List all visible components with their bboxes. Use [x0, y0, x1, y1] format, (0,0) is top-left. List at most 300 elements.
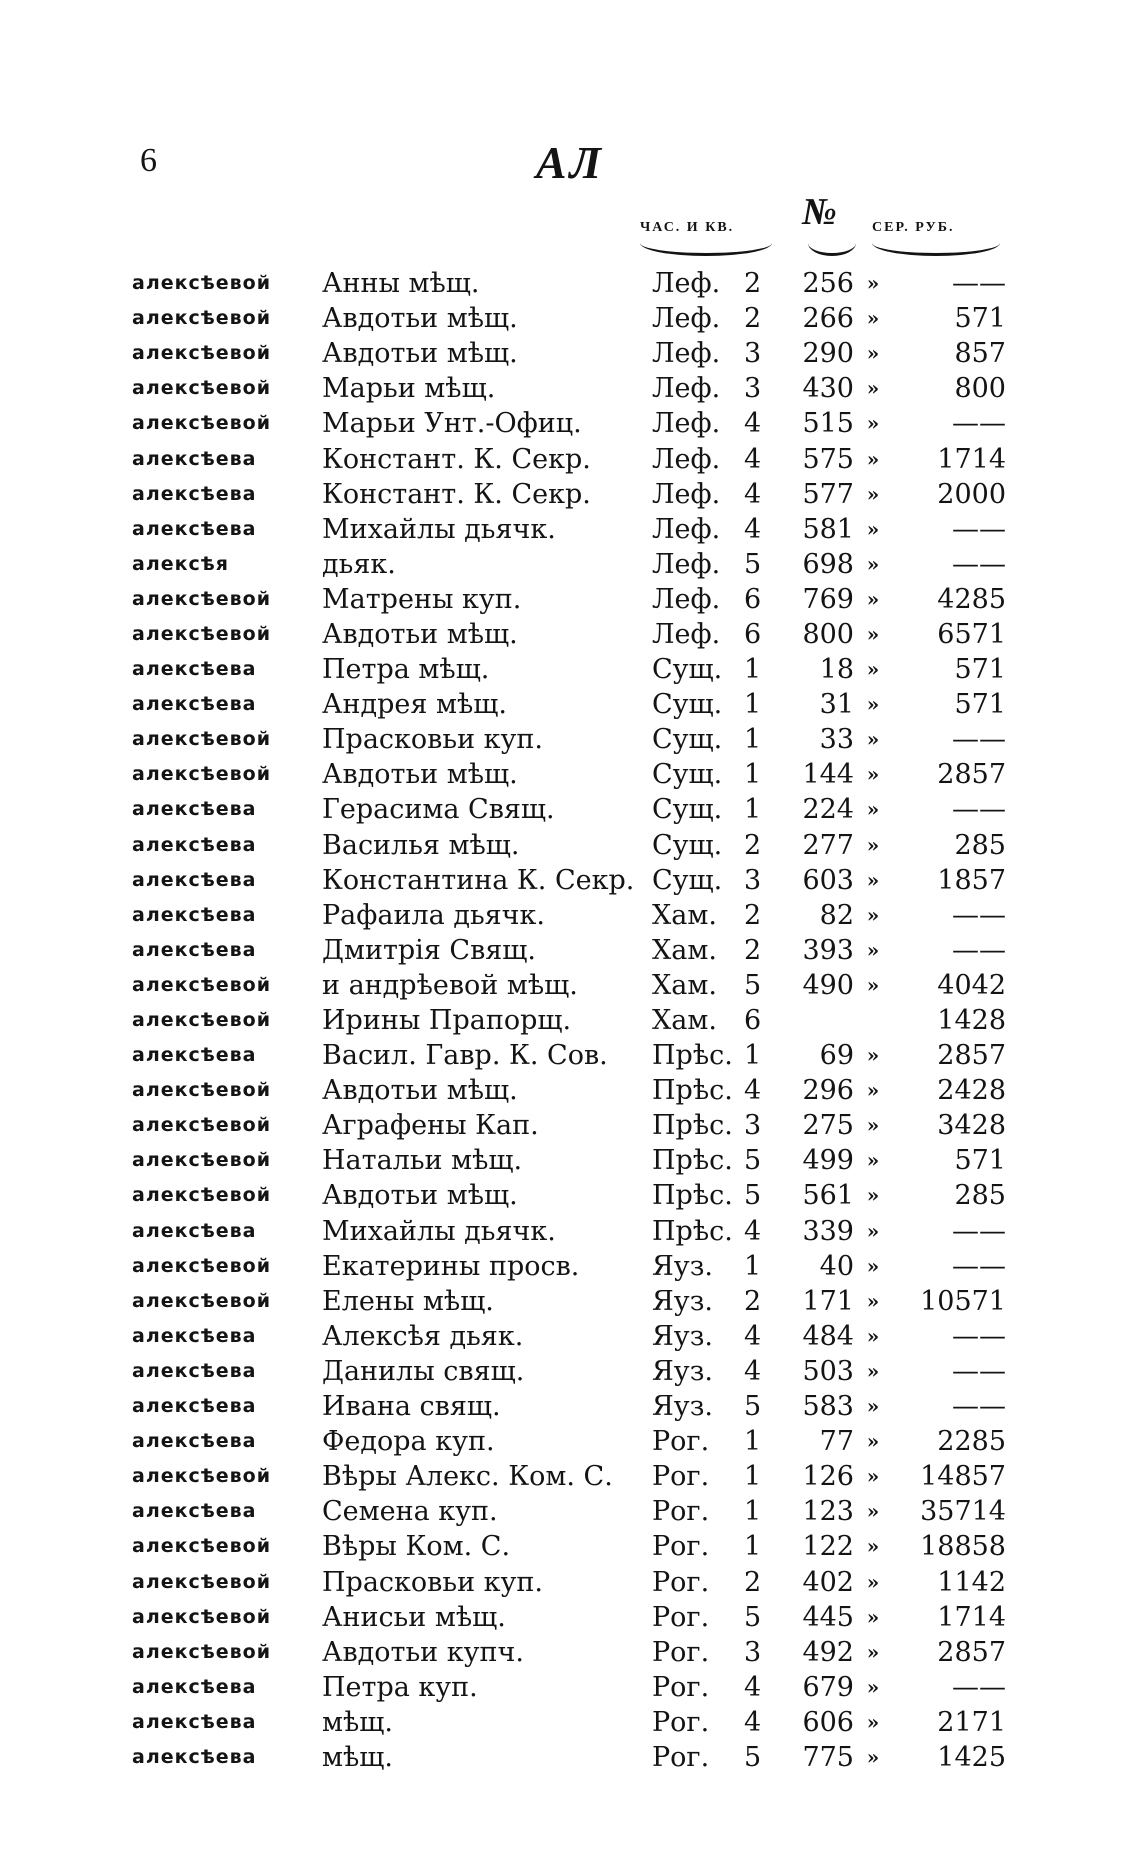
- entry-price: 6571: [937, 618, 1006, 650]
- table-row: [132, 1003, 1018, 1038]
- entry-surname: алексѣевой: [132, 1254, 272, 1277]
- entry-price: 1425: [937, 1741, 1006, 1773]
- entry-price: 285: [954, 1180, 1006, 1212]
- entry-ditto-mark: »: [866, 657, 880, 682]
- entry-name: Семена куп.: [322, 1496, 498, 1528]
- entry-district: Сущ.: [652, 654, 723, 686]
- entry-surname: алексѣевой: [132, 1184, 272, 1207]
- entry-district: Яуз.: [652, 1320, 714, 1352]
- ledger-table: [132, 266, 1018, 1775]
- entry-district: Сущ.: [652, 794, 723, 826]
- table-row: [132, 1038, 1018, 1073]
- entry-quarter: 4: [744, 1215, 762, 1247]
- entry-quarter: 4: [744, 478, 762, 510]
- entry-quarter: 4: [744, 1075, 762, 1107]
- entry-ditto-mark: »: [866, 797, 880, 822]
- entry-district: Леф.: [652, 478, 721, 510]
- entry-district: Леф.: [652, 513, 721, 545]
- entry-surname: алексѣева: [132, 1500, 257, 1523]
- table-row: [132, 582, 1018, 617]
- entry-name: Васил. Гавр. К. Сов.: [322, 1040, 608, 1072]
- entry-price: ——: [952, 408, 1006, 440]
- entry-name: Авдотьи мѣщ.: [322, 338, 518, 370]
- entry-house-number: 583: [802, 1391, 854, 1423]
- entry-ditto-mark: »: [866, 1464, 880, 1489]
- entry-house-number: 171: [802, 1285, 854, 1317]
- table-row: [132, 1459, 1018, 1494]
- table-row: [132, 722, 1018, 757]
- entry-price: 4042: [937, 969, 1006, 1001]
- entry-quarter: 1: [744, 794, 762, 826]
- entry-quarter: 3: [744, 1636, 762, 1668]
- entry-district: Рог.: [652, 1461, 710, 1493]
- entry-house-number: 69: [819, 1040, 854, 1072]
- entry-district: Сущ.: [652, 724, 723, 756]
- entry-district: Леф.: [652, 303, 721, 335]
- entry-ditto-mark: »: [866, 972, 880, 997]
- entry-price: ——: [952, 548, 1006, 580]
- entry-ditto-mark: »: [866, 692, 880, 717]
- entry-name: Данилы свящ.: [322, 1355, 525, 1387]
- entry-quarter: 2: [744, 303, 762, 335]
- entry-price: ——: [952, 1355, 1006, 1387]
- entry-name: Рафаила дьячк.: [322, 899, 545, 931]
- entry-ditto-mark: »: [866, 1148, 880, 1173]
- entry-district: Прѣс.: [652, 1040, 733, 1072]
- entry-quarter: 2: [744, 934, 762, 966]
- entry-name: Алексѣя дьяк.: [322, 1320, 524, 1352]
- entry-district: Прѣс.: [652, 1215, 733, 1247]
- entry-ditto-mark: »: [866, 516, 880, 541]
- entry-district: Рог.: [652, 1706, 710, 1738]
- entry-district: Леф.: [652, 373, 721, 405]
- entry-surname: алексѣевой: [132, 973, 272, 996]
- entry-district: Леф.: [652, 408, 721, 440]
- entry-quarter: 1: [744, 1426, 762, 1458]
- entry-ditto-mark: »: [866, 551, 880, 576]
- entry-surname: алексѣевой: [132, 412, 272, 435]
- table-row: [132, 266, 1018, 301]
- entry-surname: алексѣева: [132, 1710, 257, 1733]
- table-row: [132, 477, 1018, 512]
- entry-price: ——: [952, 934, 1006, 966]
- entry-ditto-mark: »: [866, 1358, 880, 1383]
- entry-surname: алексѣева: [132, 798, 257, 821]
- entry-name: Константина К. Секр.: [322, 864, 635, 896]
- entry-district: Рог.: [652, 1496, 710, 1528]
- entry-quarter: 1: [744, 1531, 762, 1563]
- entry-name: Аграфены Кап.: [322, 1110, 539, 1142]
- entry-house-number: 499: [802, 1145, 854, 1177]
- entry-house-number: 575: [802, 443, 854, 475]
- entry-name: Авдотьи мѣщ.: [322, 1075, 518, 1107]
- entry-ditto-mark: »: [866, 586, 880, 611]
- entry-ditto-mark: »: [866, 1394, 880, 1419]
- entry-price: 857: [954, 338, 1006, 370]
- entry-quarter: 2: [744, 268, 762, 300]
- table-row: [132, 652, 1018, 687]
- entry-name: и андрѣевой мѣщ.: [322, 969, 578, 1001]
- entry-price: ——: [952, 794, 1006, 826]
- entry-house-number: 503: [802, 1355, 854, 1387]
- entry-district: Сущ.: [652, 689, 723, 721]
- entry-house-number: 698: [802, 548, 854, 580]
- entry-surname: алексѣевой: [132, 1289, 272, 1312]
- entry-price: 3428: [937, 1110, 1006, 1142]
- table-row: [132, 933, 1018, 968]
- entry-surname: алексѣева: [132, 482, 257, 505]
- entry-name: Михайлы дьячк.: [322, 1215, 556, 1247]
- entry-quarter: 3: [744, 338, 762, 370]
- entry-surname: алексѣева: [132, 868, 257, 891]
- entry-ditto-mark: »: [866, 832, 880, 857]
- entry-price: 1142: [937, 1566, 1006, 1598]
- table-row: [132, 1214, 1018, 1249]
- entry-district: Леф.: [652, 338, 721, 370]
- entry-name: Матрены куп.: [322, 583, 522, 615]
- entry-surname: алексѣева: [132, 693, 257, 716]
- entry-house-number: 122: [802, 1531, 854, 1563]
- entry-ditto-mark: »: [866, 481, 880, 506]
- table-row: [132, 1319, 1018, 1354]
- table-row: [132, 1494, 1018, 1529]
- table-row: [132, 863, 1018, 898]
- brace-divider: [808, 243, 856, 256]
- entry-surname: алексѣева: [132, 1745, 257, 1768]
- entry-name: Михайлы дьячк.: [322, 513, 556, 545]
- entry-house-number: 144: [802, 759, 854, 791]
- entry-house-number: 490: [802, 969, 854, 1001]
- entry-house-number: 577: [802, 478, 854, 510]
- entry-quarter: 2: [744, 1566, 762, 1598]
- entry-district: Прѣс.: [652, 1075, 733, 1107]
- entry-surname: алексѣева: [132, 938, 257, 961]
- entry-surname: алексѣевой: [132, 728, 272, 751]
- entry-surname: алексѣева: [132, 1359, 257, 1382]
- entry-price: ——: [952, 899, 1006, 931]
- entry-price: 2857: [937, 1040, 1006, 1072]
- entry-house-number: 296: [802, 1075, 854, 1107]
- entry-house-number: 492: [802, 1636, 854, 1668]
- entry-district: Яуз.: [652, 1355, 714, 1387]
- entry-quarter: 4: [744, 513, 762, 545]
- entry-name: Анны мѣщ.: [322, 268, 480, 300]
- entry-house-number: 393: [802, 934, 854, 966]
- entry-surname: алексѣевой: [132, 377, 272, 400]
- entry-ditto-mark: »: [866, 1078, 880, 1103]
- entry-ditto-mark: »: [866, 867, 880, 892]
- table-row: [132, 1143, 1018, 1178]
- entry-quarter: 2: [744, 1285, 762, 1317]
- entry-quarter: 4: [744, 1320, 762, 1352]
- entry-price: 1714: [937, 1601, 1006, 1633]
- entry-name: Прасковьи куп.: [322, 1566, 543, 1598]
- column-header-price: СЕР. РУБ.: [872, 220, 955, 235]
- entry-surname: алексѣева: [132, 447, 257, 470]
- entry-ditto-mark: »: [866, 1253, 880, 1278]
- entry-ditto-mark: »: [866, 1323, 880, 1348]
- table-row: [132, 1108, 1018, 1143]
- table-row: [132, 1354, 1018, 1389]
- entry-quarter: 4: [744, 1671, 762, 1703]
- table-row: [132, 1073, 1018, 1108]
- entry-price: 2000: [937, 478, 1006, 510]
- brace-divider: [872, 243, 1000, 256]
- entry-quarter: 6: [744, 583, 762, 615]
- entry-price: ——: [952, 1250, 1006, 1282]
- entry-district: Рог.: [652, 1741, 710, 1773]
- entry-surname: алексѣева: [132, 1430, 257, 1453]
- entry-price: 35714: [920, 1496, 1006, 1528]
- entry-house-number: 445: [802, 1601, 854, 1633]
- table-row: [132, 336, 1018, 371]
- entry-surname: алексѣевой: [132, 1114, 272, 1137]
- entry-quarter: 4: [744, 1706, 762, 1738]
- entry-quarter: 4: [744, 1355, 762, 1387]
- entry-name: Авдотьи купч.: [322, 1636, 524, 1668]
- brace-divider: [640, 243, 772, 256]
- entry-ditto-mark: »: [866, 1604, 880, 1629]
- entry-house-number: 290: [802, 338, 854, 370]
- entry-house-number: 224: [802, 794, 854, 826]
- table-row: [132, 1705, 1018, 1740]
- entry-name: Натальи мѣщ.: [322, 1145, 523, 1177]
- entry-district: Сущ.: [652, 864, 723, 896]
- entry-price: 571: [954, 654, 1006, 686]
- entry-district: Сущ.: [652, 829, 723, 861]
- entry-price: 571: [954, 689, 1006, 721]
- table-row: [132, 898, 1018, 933]
- entry-quarter: 5: [744, 1391, 762, 1423]
- entry-ditto-mark: »: [866, 1709, 880, 1734]
- entry-name: Констант. К. Секр.: [322, 443, 591, 475]
- entry-surname: алексѣева: [132, 658, 257, 681]
- entry-quarter: 1: [744, 1250, 762, 1282]
- entry-quarter: 5: [744, 1741, 762, 1773]
- table-row: [132, 1178, 1018, 1213]
- entry-house-number: 775: [802, 1741, 854, 1773]
- entry-ditto-mark: »: [866, 271, 880, 296]
- entry-house-number: 561: [802, 1180, 854, 1212]
- entry-surname: алексѣевой: [132, 1535, 272, 1558]
- entry-quarter: 3: [744, 1110, 762, 1142]
- entry-surname: алексѣева: [132, 903, 257, 926]
- entry-price: ——: [952, 513, 1006, 545]
- entry-name: Вѣры Ком. С.: [322, 1531, 511, 1563]
- entry-price: ——: [952, 724, 1006, 756]
- entry-name: Петра мѣщ.: [322, 654, 490, 686]
- entry-district: Прѣс.: [652, 1180, 733, 1212]
- entry-district: Леф.: [652, 583, 721, 615]
- entry-name: Петра куп.: [322, 1671, 478, 1703]
- entry-house-number: 800: [802, 618, 854, 650]
- entry-name: Вѣры Алекс. Ком. С.: [322, 1461, 613, 1493]
- entry-ditto-mark: »: [866, 1043, 880, 1068]
- table-row: [132, 1249, 1018, 1284]
- entry-quarter: 5: [744, 1145, 762, 1177]
- entry-name: Авдотьи мѣщ.: [322, 618, 518, 650]
- entry-quarter: 1: [744, 759, 762, 791]
- entry-quarter: 5: [744, 1601, 762, 1633]
- entry-house-number: 266: [802, 303, 854, 335]
- entry-quarter: 1: [744, 654, 762, 686]
- entry-surname: алексѣевой: [132, 1009, 272, 1032]
- ledger-body: [132, 266, 1018, 1775]
- entry-price: 14857: [920, 1461, 1006, 1493]
- entry-ditto-mark: »: [866, 762, 880, 787]
- entry-name: Елены мѣщ.: [322, 1285, 494, 1317]
- table-row: [132, 1670, 1018, 1705]
- entry-district: Прѣс.: [652, 1110, 733, 1142]
- entry-house-number: 339: [802, 1215, 854, 1247]
- entry-name: Федора куп.: [322, 1426, 495, 1458]
- running-head: АЛ: [535, 137, 605, 188]
- entry-district: Сущ.: [652, 759, 723, 791]
- entry-district: Рог.: [652, 1636, 710, 1668]
- table-row: [132, 1389, 1018, 1424]
- entry-surname: алексѣевой: [132, 1570, 272, 1593]
- entry-ditto-mark: [860, 1003, 886, 1038]
- table-row: [132, 828, 1018, 863]
- entry-house-number: 256: [802, 268, 854, 300]
- entry-name: мѣщ.: [322, 1741, 393, 1773]
- entry-price: 4285: [937, 583, 1006, 615]
- entry-district: Рог.: [652, 1566, 710, 1598]
- table-row: [132, 1529, 1018, 1564]
- entry-surname: алексѣева: [132, 1219, 257, 1242]
- entry-house-number: 277: [802, 829, 854, 861]
- entry-quarter: 4: [744, 408, 762, 440]
- entry-surname: алексѣевой: [132, 1465, 272, 1488]
- entry-quarter: 4: [744, 443, 762, 475]
- entry-price: 10571: [920, 1285, 1006, 1317]
- entry-quarter: 1: [744, 1461, 762, 1493]
- entry-house-number: 402: [802, 1566, 854, 1598]
- table-row: [132, 1740, 1018, 1775]
- entry-house-number: 126: [802, 1461, 854, 1493]
- entry-surname: алексѣева: [132, 1324, 257, 1347]
- entry-price: 2171: [937, 1706, 1006, 1738]
- entry-surname: алексѣевой: [132, 622, 272, 645]
- entry-ditto-mark: »: [866, 446, 880, 471]
- entry-district: Леф.: [652, 618, 721, 650]
- entry-district: Прѣс.: [652, 1145, 733, 1177]
- table-row: [132, 441, 1018, 476]
- entry-district: Яуз.: [652, 1285, 714, 1317]
- table-row: [132, 617, 1018, 652]
- entry-price: 285: [954, 829, 1006, 861]
- entry-surname: алексѣевой: [132, 587, 272, 610]
- entry-name: Прасковьи куп.: [322, 724, 543, 756]
- entry-ditto-mark: »: [866, 1674, 880, 1699]
- table-row: [132, 687, 1018, 722]
- entry-ditto-mark: »: [866, 727, 880, 752]
- table-row: [132, 792, 1018, 827]
- entry-surname: алексѣевой: [132, 272, 272, 295]
- entry-ditto-mark: »: [866, 902, 880, 927]
- entry-name: Авдотьи мѣщ.: [322, 759, 518, 791]
- entry-ditto-mark: »: [866, 1183, 880, 1208]
- entry-house-number: 606: [802, 1706, 854, 1738]
- entry-name: Анисьи мѣщ.: [322, 1601, 506, 1633]
- entry-price: 1857: [937, 864, 1006, 896]
- entry-house-number: 603: [802, 864, 854, 896]
- entry-price: 1428: [937, 1005, 1006, 1037]
- entry-price: 18858: [920, 1531, 1006, 1563]
- entry-surname: алексѣева: [132, 1675, 257, 1698]
- column-header-number: №: [802, 191, 837, 233]
- entry-surname: алексѣева: [132, 833, 257, 856]
- column-header-district: ЧАС. И КВ.: [640, 220, 735, 235]
- page-number: 6: [140, 142, 157, 179]
- table-row: [132, 406, 1018, 441]
- entry-quarter: 1: [744, 724, 762, 756]
- entry-price: 2857: [937, 759, 1006, 791]
- entry-name: Авдотьи мѣщ.: [322, 303, 518, 335]
- entry-house-number: 430: [802, 373, 854, 405]
- entry-house-number: 581: [802, 513, 854, 545]
- entry-price: 2857: [937, 1636, 1006, 1668]
- entry-surname: алексѣевой: [132, 1605, 272, 1628]
- entry-house-number: 769: [802, 583, 854, 615]
- entry-ditto-mark: »: [866, 376, 880, 401]
- entry-district: Рог.: [652, 1601, 710, 1633]
- table-row: [132, 1564, 1018, 1599]
- entry-ditto-mark: »: [866, 1569, 880, 1594]
- entry-name: дьяк.: [322, 548, 396, 580]
- entry-surname: алексѣева: [132, 517, 257, 540]
- entry-quarter: 5: [744, 548, 762, 580]
- entry-quarter: 5: [744, 969, 762, 1001]
- entry-surname: алексѣевой: [132, 1079, 272, 1102]
- entry-ditto-mark: »: [866, 1288, 880, 1313]
- entry-district: Хам.: [652, 899, 717, 931]
- entry-name: Ивана свящ.: [322, 1391, 501, 1423]
- entry-district: Леф.: [652, 443, 721, 475]
- entry-ditto-mark: »: [866, 1534, 880, 1559]
- entry-house-number: 515: [802, 408, 854, 440]
- table-row: [132, 301, 1018, 336]
- entry-ditto-mark: »: [866, 411, 880, 436]
- entry-price: ——: [952, 268, 1006, 300]
- entry-house-number: 123: [802, 1496, 854, 1528]
- entry-name: Марьи Унт.-Офиц.: [322, 408, 582, 440]
- entry-price: 2428: [937, 1075, 1006, 1107]
- entry-quarter: 2: [744, 899, 762, 931]
- entry-house-number: 484: [802, 1320, 854, 1352]
- entry-district: Леф.: [652, 548, 721, 580]
- entry-district: Хам.: [652, 969, 717, 1001]
- entry-surname: алексѣевой: [132, 1149, 272, 1172]
- entry-ditto-mark: »: [866, 937, 880, 962]
- entry-surname: алексѣевой: [132, 342, 272, 365]
- entry-quarter: 6: [744, 618, 762, 650]
- entry-house-number: 40: [819, 1250, 854, 1282]
- entry-quarter: 1: [744, 1496, 762, 1528]
- entry-price: ——: [952, 1215, 1006, 1247]
- entry-house-number: 77: [819, 1426, 854, 1458]
- entry-ditto-mark: »: [866, 621, 880, 646]
- table-row: [132, 512, 1018, 547]
- entry-district: Леф.: [652, 268, 721, 300]
- table-row: [132, 757, 1018, 792]
- entry-house-number: 18: [819, 654, 854, 686]
- entry-surname: алексѣя: [132, 552, 229, 575]
- entry-name: Констант. К. Секр.: [322, 478, 591, 510]
- entry-quarter: 3: [744, 864, 762, 896]
- entry-name: Дмитрія Свящ.: [322, 934, 536, 966]
- table-row: [132, 371, 1018, 406]
